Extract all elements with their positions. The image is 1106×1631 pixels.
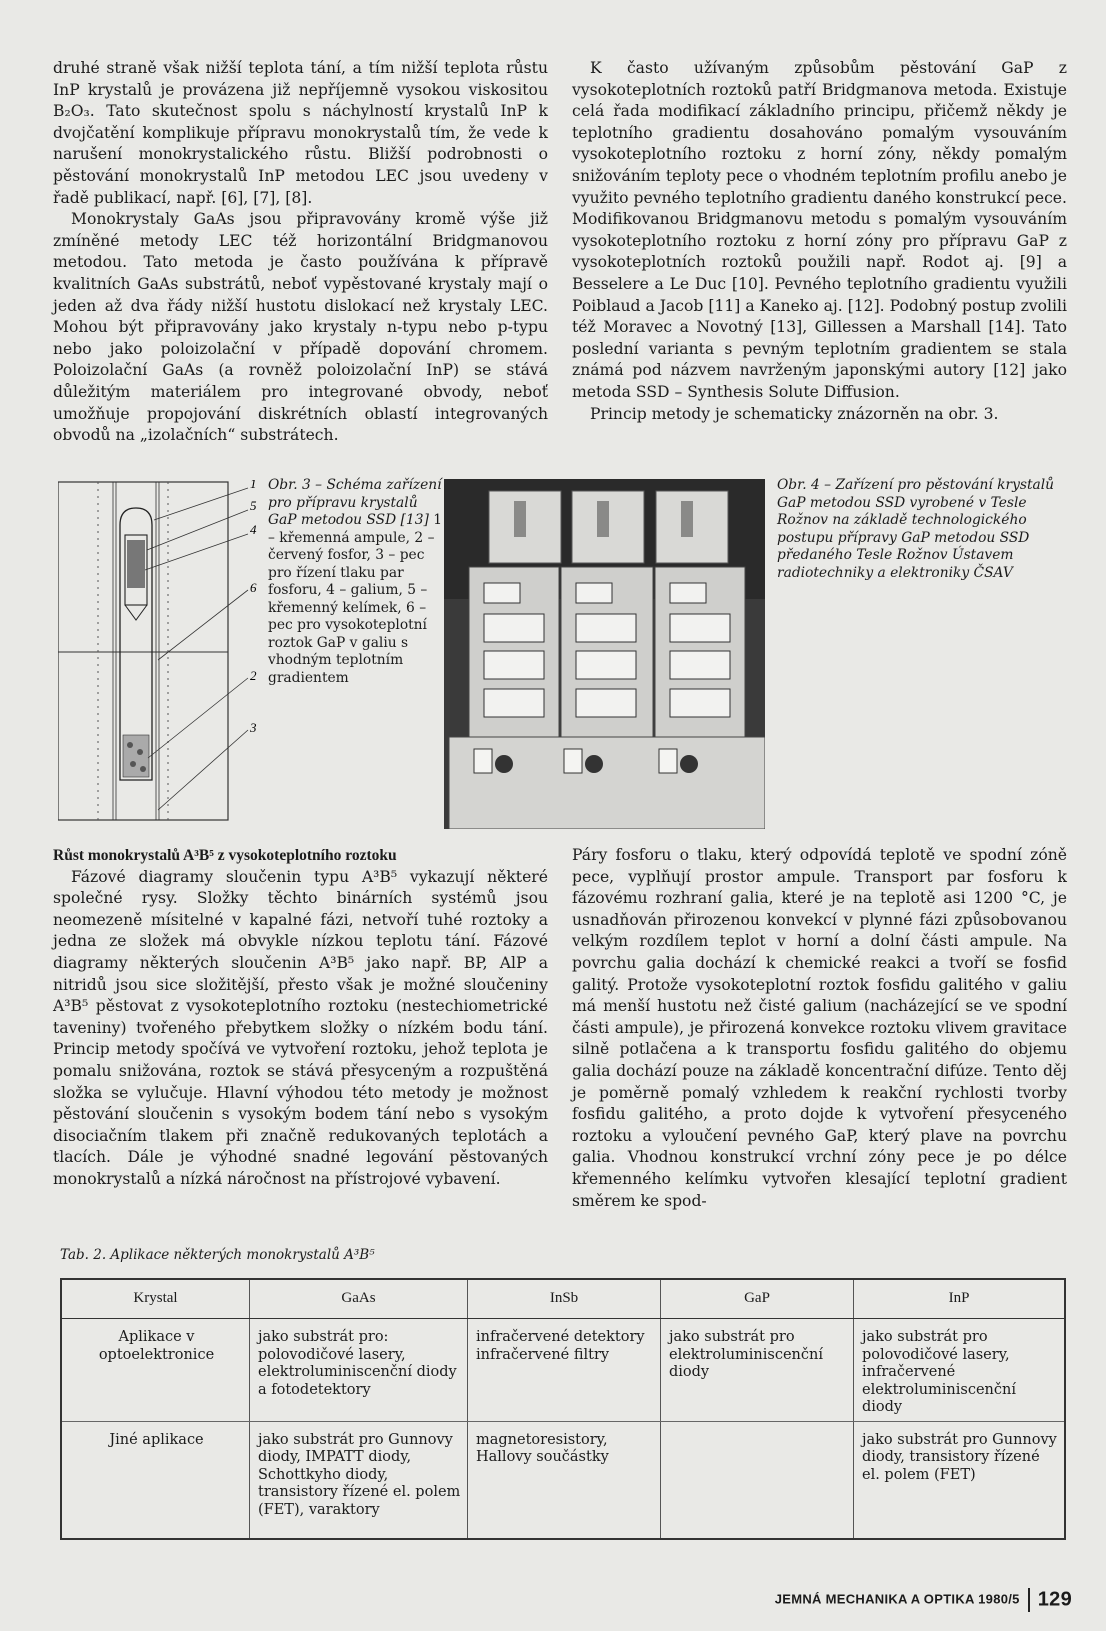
header-cell: InSb xyxy=(468,1279,661,1319)
applications-table xyxy=(60,1278,1066,1540)
header-cell: InP xyxy=(854,1279,1066,1319)
furnace-schematic-figure xyxy=(58,480,268,825)
table-cell: jako substrát pro polovodičové lasery, infračervené elektroluminiscenční diody xyxy=(854,1319,1066,1422)
header-cell: Krystal xyxy=(61,1279,250,1319)
paragraph: Princip metody je schematicky znázorněn na obr. 3. xyxy=(590,404,999,423)
label-1: 1 xyxy=(250,480,257,491)
header-cell: GaP xyxy=(661,1279,854,1319)
column-top-left xyxy=(53,58,548,447)
figure-3-caption xyxy=(268,477,443,687)
column-top-right xyxy=(572,58,1067,425)
section-heading: Růst monokrystalů A³B⁵ z vysokoteplotního roztoku xyxy=(53,847,397,864)
row-label: Aplikace v optoelektronice xyxy=(61,1319,250,1422)
row-label: Jiné aplikace xyxy=(61,1421,250,1539)
label-3: 3 xyxy=(250,720,257,735)
table-header-row xyxy=(61,1279,1065,1319)
table-cell: jako substrát pro Gunnovy diody, transistory řízené el. polem (FET) xyxy=(862,1431,1057,1483)
paragraph: Páry fosforu o tlaku, který odpovídá teplotě ve spodní zóně pece, vyplňují prostor ampule. Transport par fosforu k fázovému rozhraní galia, které je na teplotě asi 1200 °C, je usnadňován přirozenou konvekcí v plynné fázi způsobovanou velkým rozdílem teplot v horní a dolní části ampule. Na povrchu galia dochází k chemické reakci a tvoří se fosfid galitý. Protože vysokoteplotní roztok fosfidu galitého v galiu má menší hustotu než čisté galium (nacházející se ve spodní části ampule), je přirozená konvekce roztoku vlivem gravitace silně potlačena a k transportu fosfidu galitého do objemu galia dochází pouze na základě koncentrační difúze. Tento děj je poměrně pomalý vzhledem k reakční rychlosti tvorby fosfidu galitého, a proto dojde k vytvoření přesyceného roztoku a vyloučení pevného GaP, který plave na povrchu galia. Vhodnou konstrukcí vrchní zóny pece je po délce křemenného kelímku vytvořen klesající teplotní gradient směrem ke spod- xyxy=(572,846,1067,1210)
page-number: 129 xyxy=(1037,1588,1072,1611)
table-cell: infračervené detektory infračervené filtry xyxy=(468,1319,661,1422)
label-2: 2 xyxy=(250,668,257,683)
column-bottom-left xyxy=(53,845,548,1191)
figure-3-caption-body: 1 – křemenná ampule, 2 – červený fosfor, 3 – pec pro řízení tlaku par fosforu, 4 – galium, 5 – křemenný kelímek, 6 – pec pro vysokoteplotní roztok GaP v galiu s vhodným teplotním gradientem xyxy=(268,512,443,686)
figure-3-caption-title: Obr. 3 – Schéma zařízení pro přípravu krystalů GaP metodou SSD [13] xyxy=(268,477,442,528)
paragraph: Monokrystaly GaAs jsou připravovány kromě výše již zmíněné metody LEC též horizontální Bridgmanovou metodou. Tato metoda je často používána k přípravě kvalitních GaAs substrátů, neboť vypěstované krystaly mají o jeden až dva řády nižší hustotu dislokací než krystaly LEC. Mohou být připravovány jako krystaly n-typu nebo p-typu nebo jako poloizolační v případě dopování chromem. Poloizolační GaAs (a rovněž poloizolační InP) se stává důležitým materiálem pro integrované obvody, neboť umožňuje propojování diskrétních oblastí integrovaných obvodů na „izolačních“ substrátech. xyxy=(53,210,548,445)
paragraph: druhé straně však nižší teplota tání, a tím nižší teplota růstu InP krystalů je provázena již nepříjemně vysokou viskositou B₂O₃. Tato skutečnost spolu s náchylností krystalů InP k dvojčatění komplikuje přípravu monokrystalů tím, že vede k narušení monokrystalického růstu. Bližší podrobnosti o pěstování monokrystalů InP metodou LEC jsou uvedeny v řadě publikací, např. [6], [7], [8]. xyxy=(53,59,548,207)
table-cell xyxy=(661,1421,854,1539)
table-cell: jako substrát pro Gunnovy diody, IMPATT diody, Schottkyho diody, transistory řízené el. polem (FET), varaktory xyxy=(250,1421,468,1539)
label-6: 6 xyxy=(250,580,257,595)
table-caption: Tab. 2. Aplikace některých monokrystalů A³B⁵ xyxy=(60,1247,375,1263)
paragraph: K často užívaným způsobům pěstování GaP z vysokoteplotních roztoků patří Bridgmanova metoda. Existuje celá řada modifikací základního principu, přičemž někdy je teplotního gradientu dosahováno pomalým vysouváním vysokoteplotního roztoku z horní zóny, někdy pomalým snižováním teploty pece o vhodném teplotním profilu anebo je využito pevného teplotního gradientu daného konstrukcí pece. Modifikovanou Bridgmanovu metodu s pomalým vysouváním vysokoteplotního roztoku z horní zóny pro přípravu GaP z vysokoteplotních roztoků použili např. Rodot aj. [9] a Besselere a Le Duc [10]. Pevného teplotního gradientu využili Poiblaud a Jacob [11] a Kaneko aj. [12]. Podobný postup zvolili též Moravec a Novotný [13], Gillessen a Marshall [14]. Tato poslední varianta s pevným teplotním gradientem se stala známá pod názvem navrženým japonskými autory [12] jako metoda SSD – Synthesis Solute Diffusion. xyxy=(572,59,1067,401)
figure-4-caption: Obr. 4 – Zařízení pro pěstování krystalů GaP metodou SSD vyrobené v Tesle Rožnov na základě technologického postupu přípravy GaP metodou SSD předaného Tesle Rožnov Ústavem radiotechniky a elektroniky ČSAV xyxy=(777,477,1055,581)
table-cell: jako substrát pro elektroluminiscenční diody xyxy=(661,1319,854,1422)
gallium-melt xyxy=(127,540,145,588)
equipment-photo xyxy=(444,479,765,829)
journal-name: JEMNÁ MECHANIKA A OPTIKA 1980/5 xyxy=(774,1591,1020,1607)
column-bottom-right xyxy=(572,845,1067,1212)
label-4: 4 xyxy=(250,522,257,537)
table-row xyxy=(61,1421,1065,1539)
header-cell: GaAs xyxy=(250,1279,468,1319)
footer-separator xyxy=(1028,1588,1030,1612)
label-5: 5 xyxy=(250,498,257,513)
table-cell: jako substrát pro: polovodičové lasery, elektroluminiscenční diody a fotodetektory xyxy=(250,1319,468,1422)
table-cell: magnetoresistory, Hallovy součástky xyxy=(468,1421,661,1539)
paragraph: Fázové diagramy sloučenin typu A³B⁵ vykazují některé společné rysy. Složky těchto binárních systémů jsou neomezeně mísitelné v kapalné fázi, netvoří tuhé roztoky a jedna ze složek má obvykle nízkou teplotu tání. Fázové diagramy některých sloučenin A³B⁵ jako např. BP, AlP a nitridů jsou sice složitější, přesto však je možné sloučeniny A³B⁵ pěstovat z vysokoteplotního roztoku (nestechiometrické taveniny) tvořeného přebytkem složky o nízkém bodu tání. Princip metody spočívá ve vytvoření roztoku, jehož teplota je pomalu snižována, roztok se stává přesyceným a rozpuštěná složka se vylučuje. Hlavní výhodou této metody je možnost pěstování sloučenin s vysokým bodem tání nebo s vysokým disociačním tlakem při značně redukovaných teplotách a tlacích. Dále je výhodné snadné legování pěstovaných monokrystalů a nízká náročnost na přístrojové vybavení. xyxy=(53,867,548,1188)
table-row xyxy=(61,1319,1065,1422)
page-footer xyxy=(775,1588,1072,1612)
